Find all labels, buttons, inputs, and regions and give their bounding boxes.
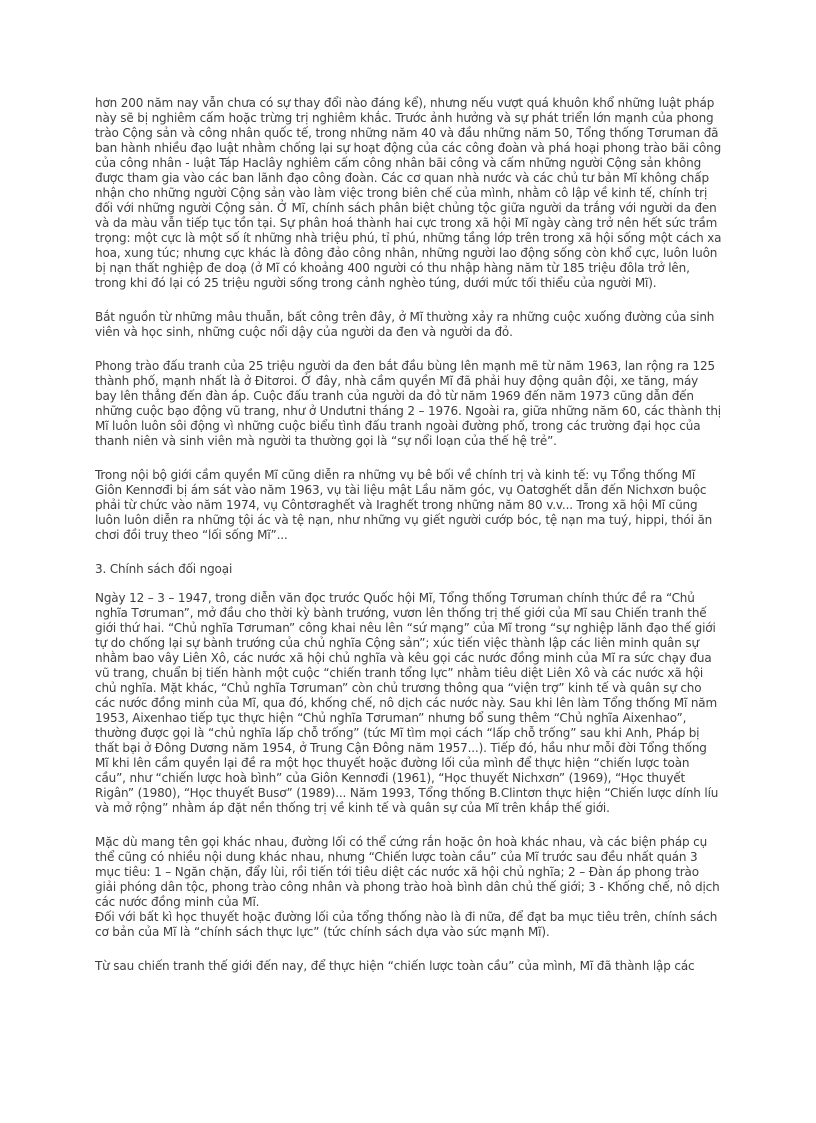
paragraph: Ngày 12 – 3 – 1947, trong diễn văn đọc trước Quốc hội Mĩ, Tổng thống Tơruman chính thức đề ra “Chủ nghĩa Tơruman”, mở đầu cho thời kỳ bành trướng, vươn lên thống trị thế giới của Mĩ sau Chiến tranh thế giới thứ hai. “Chủ nghĩa Tơruman” công khai nêu lên “sứ mạng” của Mĩ trong “sự nghiệp lãnh đạo thế giới tự do chống lại sự bành trướng của chủ nghĩa Cộng sản”; xúc tiến việc thành lập các liên minh quân sự nhằm bao vây Liên Xô, các nước xã hội chủ nghĩa và kêu gọi các nước đồng minh của Mĩ ra sức chạy đua vũ trang, chuẩn bị tiến hành một cuộc “chiến tranh tổng lực” nhằm tiêu diệt Liên Xô và các nước xã hội chủ nghĩa. Mặt khác, “Chủ nghĩa Tơruman” còn chủ trương thông qua “viện trợ” kinh tế và quân sự cho các nước đồng minh của Mĩ, qua đó, khống chế, nô dịch các nước này. Sau khi lên làm Tổng thống Mĩ năm 1953, Aixenhao tiếp tục thực hiện “Chủ nghĩa Tơruman” nhưng bổ sung thêm “Chủ nghĩa Aixenhao”, thường được gọi là “chủ nghĩa lấp chỗ trống” (tức Mĩ tìm mọi cách “lấp chỗ trống” sau khi Anh, Pháp bị thất bại ở Đông Dương năm 1954, ở Trung Cận Đông năm 1957...). Tiếp đó, hầu như mỗi đời Tổng thống Mĩ khi lên cầm quyền lại đề ra một học thuyết hoặc đường lối của mình để thực hiện “chiến lược toàn cầu”, như “chiến lược hoà bình” của Giôn Kennơđi (1961), “Học thuyết Nichxơn” (1969), “Học thuyết Rigân” (1980), “Học thuyết Busơ” (1989)... Năm 1993, Tổng thống B.Clintơn thực hiện “Chiến lược dính líu và mở rộng” nhằm áp đặt nền thống trị về kinh tế và quân sự của Mĩ trên khắp thế giới. — [95, 591, 719, 815]
paragraph: Trong nội bộ giới cầm quyền Mĩ cũng diễn ra những vụ bê bối về chính trị và kinh tế: vụ Tổng thống Mĩ Giôn Kennơđi bị ám sát vào năm 1963, vụ tài liệu mật Lầu năm góc, vụ Oatơghết dẫn đến Nichxơn buộc phải từ chức vào năm 1974, vụ Côntơraghết và Iraghết trong những năm 80 v.v... Trong xã hội Mĩ cũng luôn luôn diễn ra những tội ác và tệ nạn, như những vụ giết người cướp bóc, tệ nạn ma tuý, hippi, thói ăn chơi đồi truỵ theo “lối sống Mĩ”... — [95, 468, 713, 542]
paragraph: Bắt nguồn từ những mâu thuẫn, bất công trên đây, ở Mĩ thường xảy ra những cuộc xuống đường của sinh viên và học sinh, những cuộc nổi dậy của người da đen và người da đỏ. — [95, 310, 715, 339]
document-content — [95, 96, 723, 993]
paragraph-continuation: hơn 200 năm nay vẫn chưa có sự thay đổi nào đáng kể), nhưng nếu vượt quá khuôn khổ những luật pháp này sẽ bị nghiêm cấm hoặc trừng trị nghiêm khắc. Trước ảnh hưởng và sự phát triển lớn mạnh của phong trào Cộng sản và công nhân quốc tế, trong những năm 40 và đầu những năm 50, Tổng thống Tơruman đã ban hành nhiều đạo luật nhằm chống lại sự hoạt động của các công đoàn và phá hoại phong trào bãi công của công nhân - luật Táp Haclây nghiêm cấm công nhân bãi công và cấm những người Cộng sản không được tham gia vào các ban lãnh đạo công đoàn. Các cơ quan nhà nước và các chủ tư bản Mĩ không chấp nhận cho những người Cộng sản vào làm việc trong biên chế của mình, nhằm cô lập về kinh tế, chính trị đối với những người Cộng sản. Ở Mĩ, chính sách phân biệt chủng tộc giữa người da trắng với người da đen và da màu vẫn tiếp tục tồn tại. Sự phân hoá thành hai cực trong xã hội Mĩ ngày càng trở nên hết sức trầm trọng: một cực là một số ít những nhà triệu phú, tỉ phú, những tầng lớp trên trong xã hội sống một cách xa hoa, xung túc; nhưng cực khác là đông đảo công nhân, những người lao động sống còn khổ cực, luôn luôn bị nạn thất nghiệp đe doạ (ở Mĩ có khoảng 400 người có thu nhập hàng năm từ 185 triệu đôla trở lên, trong khi đó lại có 25 triệu người sống trong cảnh nghèo túng, dưới mức tối thiểu của người Mĩ). — [95, 96, 722, 290]
section-heading: 3. Chính sách đối ngoại — [95, 562, 233, 576]
paragraph: Từ sau chiến tranh thế giới đến nay, để thực hiện “chiến lược toàn cầu” của mình, Mĩ đã thành lập các — [95, 959, 695, 973]
paragraph: Đối với bất kì học thuyết hoặc đường lối của tổng thống nào là đi nữa, để đạt ba mục tiêu trên, chính sách cơ bản của Mĩ là “chính sách thực lực” (tức chính sách dựa vào sức mạnh Mĩ). — [95, 910, 718, 939]
paragraph: Mặc dù mang tên gọi khác nhau, đường lối có thể cứng rắn hoặc ôn hoà khác nhau, và các biện pháp cụ thể cũng có nhiều nội dung khác nhau, nhưng “Chiến lược toàn cầu” của Mĩ trước sau đều nhất quán 3 mục tiêu: 1 – Ngăn chặn, đẩy lùi, rồi tiến tới tiêu diệt các nước xã hội chủ nghĩa; 2 – Đàn áp phong trào giải phóng dân tộc, phong trào công nhân và phong trào hoà bình dân chủ thế giới; 3 - Khống chế, nô dịch các nước đồng minh của Mĩ. — [95, 835, 720, 909]
paragraph: Phong trào đấu tranh của 25 triệu người da đen bắt đầu bùng lên mạnh mẽ từ năm 1963, lan rộng ra 125 thành phố, mạnh nhất là ở Đitơroi. Ở đây, nhà cầm quyền Mĩ đã phải huy động quân đội, xe tăng, máy bay lên thẳng đến đàn áp. Cuộc đấu tranh của người da đỏ từ năm 1969 đến năm 1973 cũng dẫn đến những cuộc bạo động vũ trang, như ở Undưtni tháng 2 – 1976. Ngoài ra, giữa những năm 60, các thành thị Mĩ luôn luôn sôi động vì những cuộc biểu tình đấu tranh ngoài đường phố, trong các trường đại học của thanh niên và sinh viên mà người ta thường gọi là “sự nổi loạn của thế hệ trẻ”. — [95, 359, 721, 448]
